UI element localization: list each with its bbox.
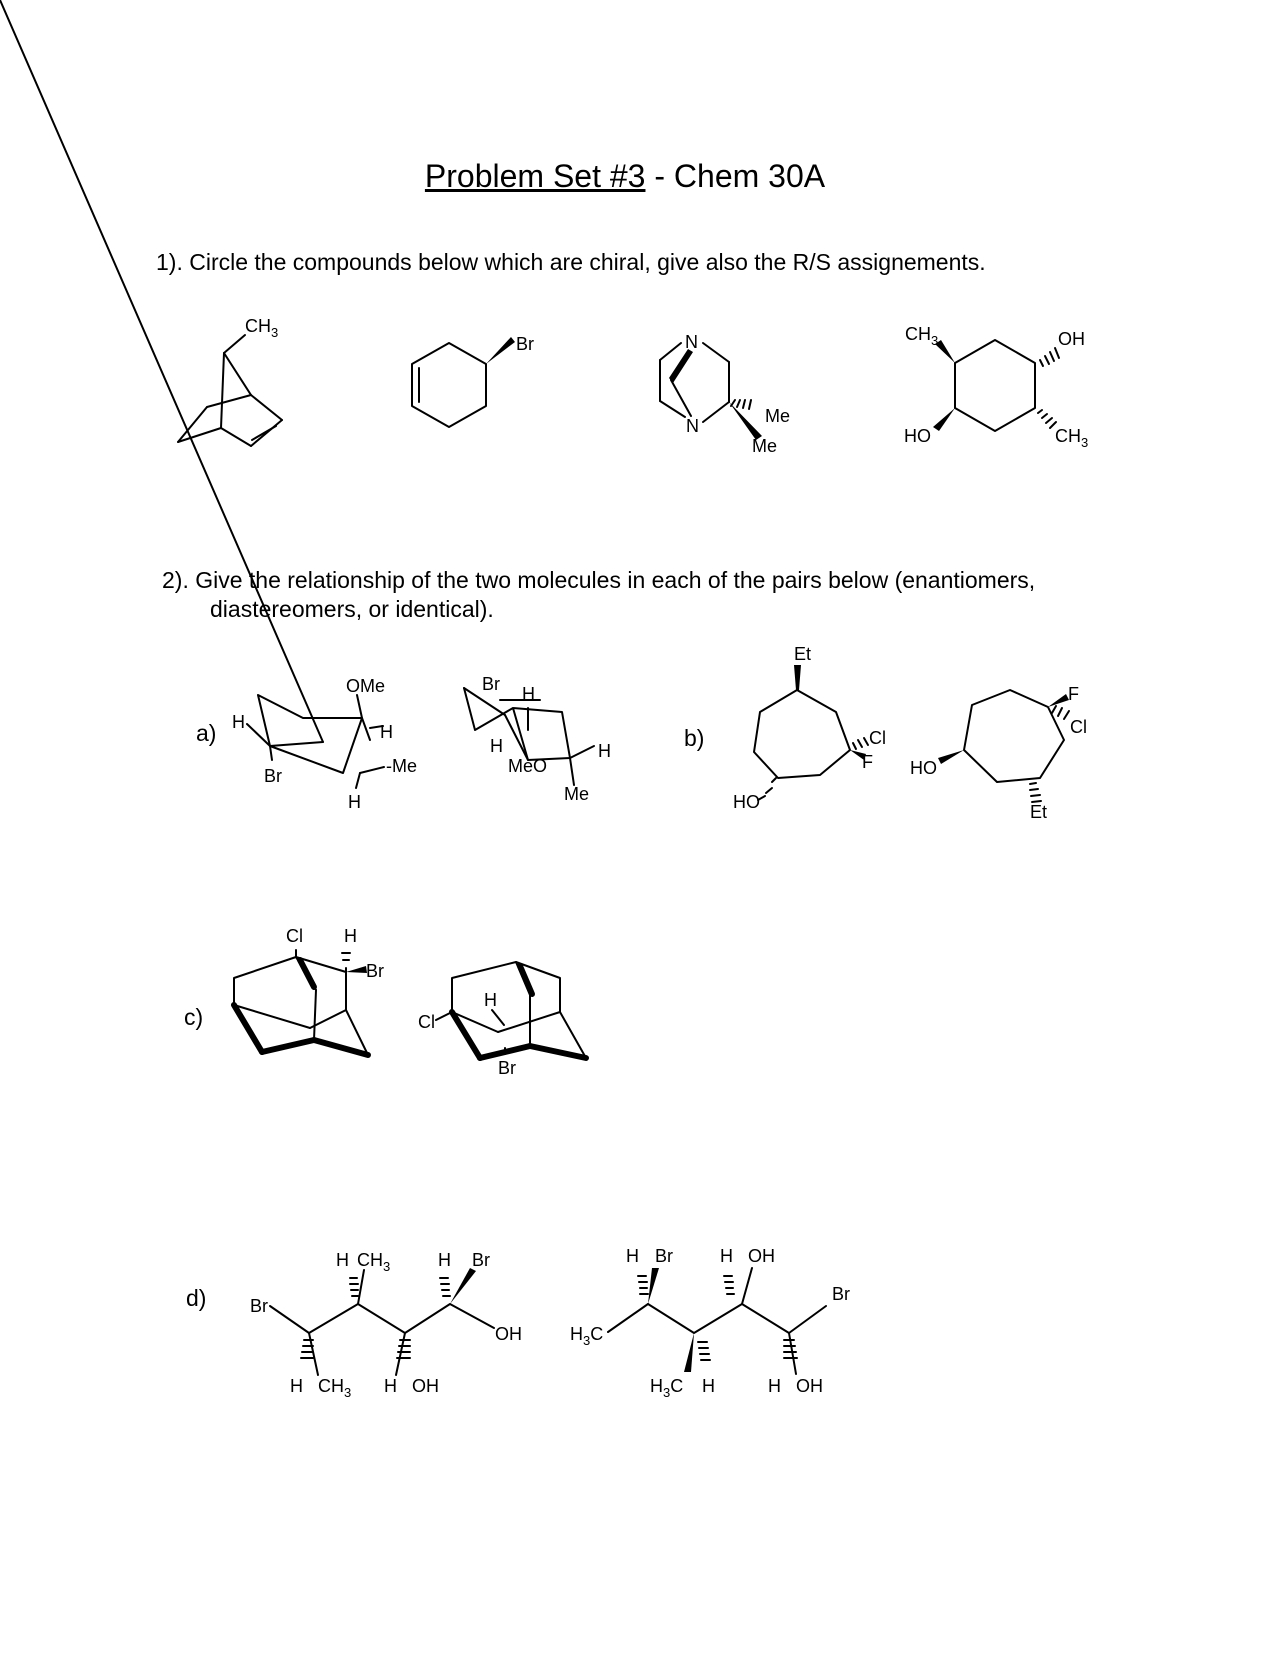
title-rest: - Chem 30A bbox=[645, 158, 826, 194]
molecule-bromocyclohexene bbox=[412, 334, 534, 427]
svg-text:H3C: $H_3C$ bbox=[570, 1324, 604, 1348]
svg-text:H: H bbox=[522, 684, 535, 704]
svg-text:Br: Br bbox=[264, 766, 282, 786]
svg-text:OH: OH bbox=[495, 1324, 522, 1344]
svg-text:H: H bbox=[484, 990, 497, 1010]
svg-text:H: H bbox=[490, 736, 503, 756]
molecule-cyclohexane bbox=[904, 324, 1088, 450]
svg-text:H3C: $H_3C$ bbox=[650, 1376, 684, 1400]
part-a-label: a) bbox=[196, 720, 217, 746]
question-1-text: 1). Circle the compounds below which are chiral, give also the R/S assignements. bbox=[156, 249, 986, 275]
molecule-diazabicyclo bbox=[660, 332, 790, 456]
part-d-label: d) bbox=[186, 1285, 207, 1311]
svg-text:CH3: $CH_3$ bbox=[357, 1250, 391, 1274]
svg-text:H: H bbox=[290, 1376, 303, 1396]
label-ch3-b: $CH_3$ bbox=[1055, 426, 1089, 450]
svg-text:Br: Br bbox=[472, 1250, 490, 1270]
svg-text:H: H bbox=[348, 792, 361, 812]
pair-b-right bbox=[910, 684, 1087, 822]
part-b-label: b) bbox=[684, 725, 705, 751]
svg-text:Br: Br bbox=[482, 674, 500, 694]
svg-text:F: F bbox=[1068, 684, 1079, 704]
svg-text:H: H bbox=[384, 1376, 397, 1396]
svg-text:Br: Br bbox=[366, 961, 384, 981]
svg-text:H: H bbox=[232, 712, 245, 732]
label-n-bottom: N bbox=[686, 416, 699, 436]
svg-text:OH: OH bbox=[796, 1376, 823, 1396]
svg-text:Me: Me bbox=[564, 784, 590, 804]
svg-text:-Me: -Me bbox=[386, 756, 417, 776]
label-me-2: Me bbox=[752, 436, 778, 456]
label-ch3-a: $CH_3$ bbox=[905, 324, 939, 348]
question-2-line1: 2). Give the relationship of the two molecules in each of the pairs below (enantiomers, bbox=[162, 567, 1036, 593]
svg-text:HO: HO bbox=[910, 758, 937, 778]
svg-text:H: H bbox=[702, 1376, 715, 1396]
svg-text:H: H bbox=[344, 926, 357, 946]
svg-text:CH3: $CH_3$ bbox=[318, 1376, 352, 1400]
svg-text:Cl: Cl bbox=[869, 728, 886, 748]
svg-text:OH: OH bbox=[748, 1246, 775, 1266]
svg-text:HO: HO bbox=[733, 792, 760, 812]
svg-text:Br: Br bbox=[498, 1058, 516, 1078]
molecule-methyl-norbornene bbox=[178, 316, 282, 446]
pair-d-right bbox=[570, 1246, 850, 1400]
pair-c-left bbox=[234, 926, 384, 1055]
svg-text:OMe: OMe bbox=[346, 676, 386, 696]
pair-c-right bbox=[418, 962, 586, 1078]
svg-text:H: H bbox=[438, 1250, 451, 1270]
question-2-line2: diastereomers, or identical). bbox=[210, 596, 494, 622]
svg-text:Et: Et bbox=[1030, 802, 1048, 822]
svg-text:H: H bbox=[626, 1246, 639, 1266]
svg-text:OH: OH bbox=[412, 1376, 439, 1396]
pair-b-left bbox=[733, 644, 886, 812]
svg-text:H: H bbox=[336, 1250, 349, 1270]
svg-text:H: H bbox=[768, 1376, 781, 1396]
svg-text:H: H bbox=[598, 741, 611, 761]
svg-text:Et: Et bbox=[794, 644, 812, 664]
label-oh: OH bbox=[1058, 329, 1085, 349]
svg-text:Cl: Cl bbox=[286, 926, 303, 946]
svg-text:Br: Br bbox=[250, 1296, 268, 1316]
svg-text:MeO: MeO bbox=[508, 756, 548, 776]
svg-text:Br: Br bbox=[655, 1246, 673, 1266]
svg-text:H: H bbox=[380, 722, 393, 742]
label-br: Br bbox=[516, 334, 534, 354]
title-underlined: Problem Set #3 bbox=[424, 158, 646, 194]
svg-text:Cl: Cl bbox=[1070, 717, 1087, 737]
label-n-top: N bbox=[685, 332, 698, 352]
pair-d-left bbox=[250, 1250, 522, 1400]
part-c-label: c) bbox=[184, 1004, 204, 1030]
svg-text:F: F bbox=[862, 752, 873, 772]
svg-text:Cl: Cl bbox=[418, 1012, 435, 1032]
label-ch3-1: $CH_3$ bbox=[245, 316, 279, 340]
label-ho: HO bbox=[904, 426, 931, 446]
svg-text:Br: Br bbox=[832, 1284, 850, 1304]
label-me-1: Me bbox=[765, 406, 791, 426]
pair-a-right bbox=[464, 674, 611, 804]
svg-text:H: H bbox=[720, 1246, 733, 1266]
